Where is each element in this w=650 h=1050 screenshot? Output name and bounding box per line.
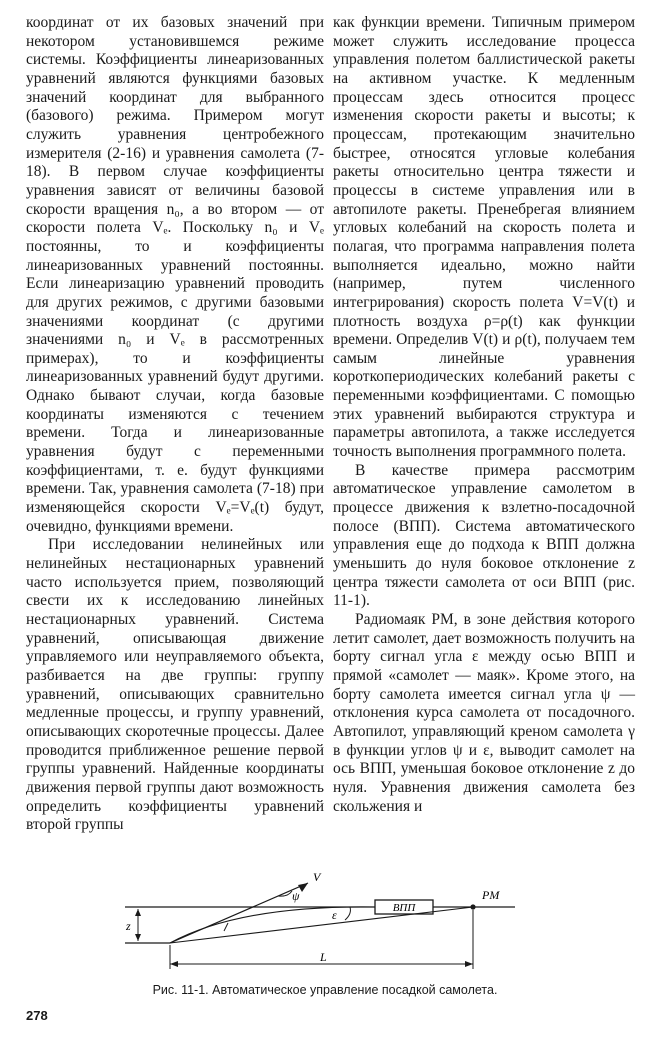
z-arrow-top (135, 909, 141, 916)
left-paragraph-1: координат от их базовых значений при некотором установившемся режиме системы. Коэффициенты линеаризованных уравнений являются функциями базовых значений координат для выбранного (базового) режима. Примером могут служить уравнения центробежного измерителя (2-16) и уравнения самолета (7-18). В первом случае коэффициенты уравнения зависят от величины базовой скорости вращения n₀, а во втором — от скорости полета Vₑ. Поскольку n₀ и Vₑ постоянны, то и коэффициенты линеаризованных уравнений постоянны. Если линеаризацию уравнений проводить для других режимов, с другими базовыми значениями координат (с другими значениями n₀ и Vₑ в рассмотренных примерах), то и коэффициенты линеаризованных уравнений будут другими. Однако бывают случаи, когда базовые координаты изменяются с течением времени. Тогда и линеаризованные уравнения будут с переменными коэффициентами, т. е. будут функциями времени. Так, уравнения самолета (7-18) при изменяющейся скорости Vₑ=Vₑ(t) будут, очевидно, функциями времени. (26, 14, 324, 535)
trajectory-curve (170, 907, 375, 943)
right-paragraph-1: как функции времени. Типичным примером может служить исследование процесса управления полетом баллистической ракеты на активном участке. К медленным процессам здесь относится процесс изменения скорости ракеты и высоты; к процессам, протекающим значительно быстрее, относятся угловые колебания ракеты относительно центра тяжести и процессы в системе управления или в автопилоте ракеты. Пренебрегая влиянием угловых колебаний на скорость полета и полагая, что программа направления полета выполняется идеально, можно найти (например, путем численного интегрирования) скорость полета V=V(t) и плотность воздуха ρ=ρ(t) как функции времени. Определив V(t) и ρ(t), получаем тем самым линейные уравнения короткопериодических колебаний ракеты с переменными коэффициентами. С помощью этих уравнений выбираются структура и параметры автопилота, а также исследуется точность выполнения программного полета. (333, 14, 635, 461)
trajectory-tick (224, 923, 228, 931)
l-label: L (320, 950, 327, 964)
right-paragraph-3: Радиомаяк PM, в зоне действия которого летит самолет, дает возможность получить на борту сигнал угла ε между осью ВПП и прямой «самолет — маяк». Кроме этого, на борту самолета имеется сигнал угла ψ — отклонения курса самолета от посадочного. Автопилот, управляющий креном самолета γ в функции углов ψ и ε, выводит самолет на ось ВПП, уменьшая боковое отклонение z до нуля. Уравнения движения самолета без скольжения и (333, 611, 635, 815)
epsilon-label: ε (332, 908, 337, 922)
landing-diagram-svg (120, 865, 540, 985)
left-paragraph-2: При исследовании нелинейных или нелинейных нестационарных уравнений часто используется прием, позволяющий свести их к исследованию линейных нестационарных уравнений. Система уравнений, описывающая движение управляемого или неуправляемого объекта, разбивается на две группы: группу уравнений, описывающих сравнительно медленные процессы, и группу уравнений, описывающих скоротечные процессы. Далее проводится приближенное решение первой группы уравнений. Найденные координаты движения первой группы дают возможность определить коэффициенты уравнений второй группы (26, 536, 324, 834)
psi-label: ψ (292, 889, 300, 903)
epsilon-arc (345, 907, 350, 920)
page-number: 278 (26, 1008, 48, 1023)
velocity-arrowhead (298, 883, 308, 892)
velocity-label: V (313, 870, 321, 884)
right-column (333, 14, 635, 816)
left-column (26, 14, 324, 835)
figure-caption: Рис. 11-1. Автоматическое управление посадкой самолета. (152, 983, 498, 997)
runway-label: ВПП (392, 902, 416, 914)
l-arrow-left (170, 961, 178, 967)
z-label: z (126, 919, 131, 933)
beacon-label: PM (482, 888, 500, 902)
velocity-vector (170, 883, 308, 943)
l-arrow-right (465, 961, 473, 967)
right-paragraph-2: В качестве примера рассмотрим автоматическое управление самолетом в процессе движения к взлетно-посадочной полосе (ВПП). Система автоматического управления еще до подхода к ВПП должна уменьшить до нуля боковое отклонение z центра тяжести самолета от оси ВПП (рис. 11-1). (333, 461, 635, 610)
z-arrow-bottom (135, 934, 141, 941)
figure-landing-diagram (120, 865, 540, 985)
